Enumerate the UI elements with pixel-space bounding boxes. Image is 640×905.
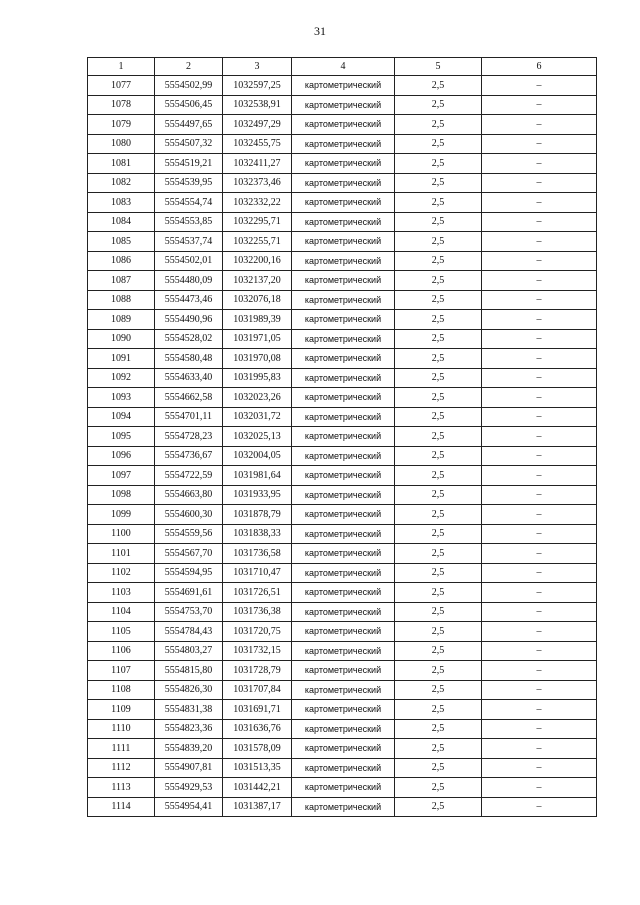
y-coordinate-cell: 1031710,47 xyxy=(223,563,292,583)
description-cell: – xyxy=(482,95,597,115)
description-cell: – xyxy=(482,622,597,642)
table-row xyxy=(88,349,597,369)
method-cell: картометрический xyxy=(292,505,395,525)
accuracy-cell: 2,5 xyxy=(395,719,482,739)
x-coordinate-cell: 5554537,74 xyxy=(155,232,223,252)
point-number-cell: 1091 xyxy=(88,349,155,369)
table-row xyxy=(88,719,597,739)
y-coordinate-cell: 1032137,20 xyxy=(223,271,292,291)
table-row xyxy=(88,193,597,213)
table-header-row xyxy=(88,58,597,76)
x-coordinate-cell: 5554519,21 xyxy=(155,154,223,174)
x-coordinate-cell: 5554633,40 xyxy=(155,368,223,388)
table-row xyxy=(88,154,597,174)
method-cell: картометрический xyxy=(292,427,395,447)
table-row xyxy=(88,115,597,135)
point-number-cell: 1102 xyxy=(88,563,155,583)
method-cell: картометрический xyxy=(292,290,395,310)
point-number-cell: 1106 xyxy=(88,641,155,661)
description-cell: – xyxy=(482,583,597,603)
point-number-cell: 1079 xyxy=(88,115,155,135)
column-header: 1 xyxy=(88,58,155,76)
description-cell: – xyxy=(482,173,597,193)
method-cell: картометрический xyxy=(292,76,395,96)
point-number-cell: 1089 xyxy=(88,310,155,330)
y-coordinate-cell: 1031691,71 xyxy=(223,700,292,720)
page-number: 31 xyxy=(314,24,326,38)
point-number-cell: 1113 xyxy=(88,778,155,798)
method-cell: картометрический xyxy=(292,719,395,739)
y-coordinate-cell: 1031513,35 xyxy=(223,758,292,778)
y-coordinate-cell: 1032538,91 xyxy=(223,95,292,115)
method-cell: картометрический xyxy=(292,115,395,135)
y-coordinate-cell: 1032200,16 xyxy=(223,251,292,271)
accuracy-cell: 2,5 xyxy=(395,193,482,213)
description-cell: – xyxy=(482,134,597,154)
x-coordinate-cell: 5554554,74 xyxy=(155,193,223,213)
table-row xyxy=(88,758,597,778)
y-coordinate-cell: 1031933,95 xyxy=(223,485,292,505)
y-coordinate-cell: 1032004,05 xyxy=(223,446,292,466)
coordinates-table xyxy=(87,57,597,817)
accuracy-cell: 2,5 xyxy=(395,602,482,622)
accuracy-cell: 2,5 xyxy=(395,466,482,486)
table-row xyxy=(88,368,597,388)
method-cell: картометрический xyxy=(292,271,395,291)
description-cell: – xyxy=(482,505,597,525)
method-cell: картометрический xyxy=(292,173,395,193)
description-cell: – xyxy=(482,271,597,291)
point-number-cell: 1096 xyxy=(88,446,155,466)
description-cell: – xyxy=(482,232,597,252)
table-row xyxy=(88,544,597,564)
x-coordinate-cell: 5554506,45 xyxy=(155,95,223,115)
description-cell: – xyxy=(482,329,597,349)
y-coordinate-cell: 1031707,84 xyxy=(223,680,292,700)
point-number-cell: 1109 xyxy=(88,700,155,720)
x-coordinate-cell: 5554701,11 xyxy=(155,407,223,427)
accuracy-cell: 2,5 xyxy=(395,349,482,369)
description-cell: – xyxy=(482,290,597,310)
method-cell: картометрический xyxy=(292,563,395,583)
accuracy-cell: 2,5 xyxy=(395,524,482,544)
point-number-cell: 1100 xyxy=(88,524,155,544)
accuracy-cell: 2,5 xyxy=(395,661,482,681)
method-cell: картометрический xyxy=(292,251,395,271)
description-cell: – xyxy=(482,563,597,583)
method-cell: картометрический xyxy=(292,212,395,232)
accuracy-cell: 2,5 xyxy=(395,544,482,564)
accuracy-cell: 2,5 xyxy=(395,212,482,232)
description-cell: – xyxy=(482,680,597,700)
method-cell: картометрический xyxy=(292,193,395,213)
point-number-cell: 1099 xyxy=(88,505,155,525)
y-coordinate-cell: 1031636,76 xyxy=(223,719,292,739)
y-coordinate-cell: 1031995,83 xyxy=(223,368,292,388)
point-number-cell: 1111 xyxy=(88,739,155,759)
point-number-cell: 1087 xyxy=(88,271,155,291)
x-coordinate-cell: 5554736,67 xyxy=(155,446,223,466)
method-cell: картометрический xyxy=(292,485,395,505)
y-coordinate-cell: 1031736,38 xyxy=(223,602,292,622)
point-number-cell: 1114 xyxy=(88,797,155,817)
x-coordinate-cell: 5554784,43 xyxy=(155,622,223,642)
accuracy-cell: 2,5 xyxy=(395,310,482,330)
accuracy-cell: 2,5 xyxy=(395,700,482,720)
y-coordinate-cell: 1031989,39 xyxy=(223,310,292,330)
description-cell: – xyxy=(482,524,597,544)
y-coordinate-cell: 1031838,33 xyxy=(223,524,292,544)
point-number-cell: 1098 xyxy=(88,485,155,505)
x-coordinate-cell: 5554815,80 xyxy=(155,661,223,681)
x-coordinate-cell: 5554559,56 xyxy=(155,524,223,544)
table-row xyxy=(88,95,597,115)
point-number-cell: 1080 xyxy=(88,134,155,154)
x-coordinate-cell: 5554594,95 xyxy=(155,563,223,583)
description-cell: – xyxy=(482,154,597,174)
y-coordinate-cell: 1031736,58 xyxy=(223,544,292,564)
description-cell: – xyxy=(482,446,597,466)
point-number-cell: 1088 xyxy=(88,290,155,310)
accuracy-cell: 2,5 xyxy=(395,563,482,583)
point-number-cell: 1083 xyxy=(88,193,155,213)
accuracy-cell: 2,5 xyxy=(395,407,482,427)
point-number-cell: 1085 xyxy=(88,232,155,252)
x-coordinate-cell: 5554502,99 xyxy=(155,76,223,96)
table-row xyxy=(88,622,597,642)
x-coordinate-cell: 5554553,85 xyxy=(155,212,223,232)
x-coordinate-cell: 5554539,95 xyxy=(155,173,223,193)
table-row xyxy=(88,661,597,681)
point-number-cell: 1092 xyxy=(88,368,155,388)
description-cell: – xyxy=(482,641,597,661)
description-cell: – xyxy=(482,758,597,778)
table-row xyxy=(88,251,597,271)
description-cell: – xyxy=(482,115,597,135)
table-row xyxy=(88,76,597,96)
y-coordinate-cell: 1032411,27 xyxy=(223,154,292,174)
accuracy-cell: 2,5 xyxy=(395,641,482,661)
y-coordinate-cell: 1032023,26 xyxy=(223,388,292,408)
accuracy-cell: 2,5 xyxy=(395,154,482,174)
accuracy-cell: 2,5 xyxy=(395,251,482,271)
method-cell: картометрический xyxy=(292,524,395,544)
x-coordinate-cell: 5554954,41 xyxy=(155,797,223,817)
x-coordinate-cell: 5554663,80 xyxy=(155,485,223,505)
method-cell: картометрический xyxy=(292,388,395,408)
x-coordinate-cell: 5554507,32 xyxy=(155,134,223,154)
accuracy-cell: 2,5 xyxy=(395,134,482,154)
description-cell: – xyxy=(482,778,597,798)
x-coordinate-cell: 5554567,70 xyxy=(155,544,223,564)
point-number-cell: 1084 xyxy=(88,212,155,232)
column-header: 5 xyxy=(395,58,482,76)
point-number-cell: 1094 xyxy=(88,407,155,427)
method-cell: картометрический xyxy=(292,329,395,349)
column-header: 3 xyxy=(223,58,292,76)
x-coordinate-cell: 5554722,59 xyxy=(155,466,223,486)
point-number-cell: 1090 xyxy=(88,329,155,349)
description-cell: – xyxy=(482,251,597,271)
x-coordinate-cell: 5554480,09 xyxy=(155,271,223,291)
table-row xyxy=(88,446,597,466)
table-row xyxy=(88,173,597,193)
method-cell: картометрический xyxy=(292,544,395,564)
description-cell: – xyxy=(482,368,597,388)
method-cell: картометрический xyxy=(292,134,395,154)
point-number-cell: 1105 xyxy=(88,622,155,642)
accuracy-cell: 2,5 xyxy=(395,368,482,388)
x-coordinate-cell: 5554929,53 xyxy=(155,778,223,798)
method-cell: картометрический xyxy=(292,778,395,798)
x-coordinate-cell: 5554728,23 xyxy=(155,427,223,447)
method-cell: картометрический xyxy=(292,446,395,466)
accuracy-cell: 2,5 xyxy=(395,583,482,603)
x-coordinate-cell: 5554691,61 xyxy=(155,583,223,603)
point-number-cell: 1112 xyxy=(88,758,155,778)
method-cell: картометрический xyxy=(292,602,395,622)
y-coordinate-cell: 1032031,72 xyxy=(223,407,292,427)
accuracy-cell: 2,5 xyxy=(395,76,482,96)
y-coordinate-cell: 1031971,05 xyxy=(223,329,292,349)
table-row xyxy=(88,505,597,525)
table-row xyxy=(88,778,597,798)
method-cell: картометрический xyxy=(292,797,395,817)
method-cell: картометрический xyxy=(292,661,395,681)
x-coordinate-cell: 5554907,81 xyxy=(155,758,223,778)
description-cell: – xyxy=(482,407,597,427)
table-body xyxy=(88,76,597,817)
accuracy-cell: 2,5 xyxy=(395,271,482,291)
table-row xyxy=(88,602,597,622)
x-coordinate-cell: 5554528,02 xyxy=(155,329,223,349)
point-number-cell: 1097 xyxy=(88,466,155,486)
y-coordinate-cell: 1031732,15 xyxy=(223,641,292,661)
accuracy-cell: 2,5 xyxy=(395,680,482,700)
x-coordinate-cell: 5554497,65 xyxy=(155,115,223,135)
y-coordinate-cell: 1031728,79 xyxy=(223,661,292,681)
description-cell: – xyxy=(482,485,597,505)
accuracy-cell: 2,5 xyxy=(395,739,482,759)
description-cell: – xyxy=(482,719,597,739)
description-cell: – xyxy=(482,310,597,330)
table-row xyxy=(88,232,597,252)
y-coordinate-cell: 1032076,18 xyxy=(223,290,292,310)
y-coordinate-cell: 1032255,71 xyxy=(223,232,292,252)
y-coordinate-cell: 1032497,29 xyxy=(223,115,292,135)
table-row xyxy=(88,641,597,661)
method-cell: картометрический xyxy=(292,310,395,330)
x-coordinate-cell: 5554753,70 xyxy=(155,602,223,622)
y-coordinate-cell: 1031720,75 xyxy=(223,622,292,642)
point-number-cell: 1077 xyxy=(88,76,155,96)
description-cell: – xyxy=(482,602,597,622)
description-cell: – xyxy=(482,388,597,408)
accuracy-cell: 2,5 xyxy=(395,388,482,408)
table-row xyxy=(88,466,597,486)
accuracy-cell: 2,5 xyxy=(395,232,482,252)
y-coordinate-cell: 1031442,21 xyxy=(223,778,292,798)
x-coordinate-cell: 5554473,46 xyxy=(155,290,223,310)
method-cell: картометрический xyxy=(292,641,395,661)
description-cell: – xyxy=(482,797,597,817)
table-row xyxy=(88,290,597,310)
description-cell: – xyxy=(482,739,597,759)
method-cell: картометрический xyxy=(292,349,395,369)
table-row xyxy=(88,680,597,700)
point-number-cell: 1095 xyxy=(88,427,155,447)
accuracy-cell: 2,5 xyxy=(395,758,482,778)
description-cell: – xyxy=(482,544,597,564)
table-row xyxy=(88,388,597,408)
accuracy-cell: 2,5 xyxy=(395,505,482,525)
y-coordinate-cell: 1032332,22 xyxy=(223,193,292,213)
method-cell: картометрический xyxy=(292,368,395,388)
accuracy-cell: 2,5 xyxy=(395,115,482,135)
accuracy-cell: 2,5 xyxy=(395,778,482,798)
y-coordinate-cell: 1031578,09 xyxy=(223,739,292,759)
description-cell: – xyxy=(482,466,597,486)
accuracy-cell: 2,5 xyxy=(395,446,482,466)
table-row xyxy=(88,583,597,603)
method-cell: картометрический xyxy=(292,758,395,778)
point-number-cell: 1093 xyxy=(88,388,155,408)
y-coordinate-cell: 1031981,64 xyxy=(223,466,292,486)
y-coordinate-cell: 1032597,25 xyxy=(223,76,292,96)
y-coordinate-cell: 1031387,17 xyxy=(223,797,292,817)
y-coordinate-cell: 1031726,51 xyxy=(223,583,292,603)
x-coordinate-cell: 5554831,38 xyxy=(155,700,223,720)
y-coordinate-cell: 1032455,75 xyxy=(223,134,292,154)
accuracy-cell: 2,5 xyxy=(395,622,482,642)
method-cell: картометрический xyxy=(292,583,395,603)
accuracy-cell: 2,5 xyxy=(395,797,482,817)
method-cell: картометрический xyxy=(292,622,395,642)
point-number-cell: 1108 xyxy=(88,680,155,700)
description-cell: – xyxy=(482,661,597,681)
table-row xyxy=(88,427,597,447)
accuracy-cell: 2,5 xyxy=(395,290,482,310)
accuracy-cell: 2,5 xyxy=(395,329,482,349)
column-header: 4 xyxy=(292,58,395,76)
table-row xyxy=(88,407,597,427)
point-number-cell: 1107 xyxy=(88,661,155,681)
table-row xyxy=(88,134,597,154)
method-cell: картометрический xyxy=(292,407,395,427)
description-cell: – xyxy=(482,212,597,232)
table-row xyxy=(88,485,597,505)
table-row xyxy=(88,563,597,583)
point-number-cell: 1110 xyxy=(88,719,155,739)
table-row xyxy=(88,310,597,330)
point-number-cell: 1086 xyxy=(88,251,155,271)
method-cell: картометрический xyxy=(292,700,395,720)
x-coordinate-cell: 5554600,30 xyxy=(155,505,223,525)
x-coordinate-cell: 5554839,20 xyxy=(155,739,223,759)
accuracy-cell: 2,5 xyxy=(395,173,482,193)
table-row xyxy=(88,700,597,720)
x-coordinate-cell: 5554823,36 xyxy=(155,719,223,739)
table-row xyxy=(88,797,597,817)
y-coordinate-cell: 1031878,79 xyxy=(223,505,292,525)
x-coordinate-cell: 5554826,30 xyxy=(155,680,223,700)
table-row xyxy=(88,271,597,291)
description-cell: – xyxy=(482,700,597,720)
accuracy-cell: 2,5 xyxy=(395,485,482,505)
accuracy-cell: 2,5 xyxy=(395,427,482,447)
point-number-cell: 1081 xyxy=(88,154,155,174)
table-row xyxy=(88,739,597,759)
y-coordinate-cell: 1032373,46 xyxy=(223,173,292,193)
table-row xyxy=(88,212,597,232)
x-coordinate-cell: 5554580,48 xyxy=(155,349,223,369)
description-cell: – xyxy=(482,427,597,447)
column-header: 6 xyxy=(482,58,597,76)
column-header: 2 xyxy=(155,58,223,76)
point-number-cell: 1082 xyxy=(88,173,155,193)
method-cell: картометрический xyxy=(292,95,395,115)
y-coordinate-cell: 1031970,08 xyxy=(223,349,292,369)
description-cell: – xyxy=(482,349,597,369)
x-coordinate-cell: 5554502,01 xyxy=(155,251,223,271)
point-number-cell: 1103 xyxy=(88,583,155,603)
description-cell: – xyxy=(482,193,597,213)
x-coordinate-cell: 5554490,96 xyxy=(155,310,223,330)
method-cell: картометрический xyxy=(292,680,395,700)
x-coordinate-cell: 5554662,58 xyxy=(155,388,223,408)
y-coordinate-cell: 1032025,13 xyxy=(223,427,292,447)
x-coordinate-cell: 5554803,27 xyxy=(155,641,223,661)
description-cell: – xyxy=(482,76,597,96)
point-number-cell: 1078 xyxy=(88,95,155,115)
y-coordinate-cell: 1032295,71 xyxy=(223,212,292,232)
accuracy-cell: 2,5 xyxy=(395,95,482,115)
method-cell: картометрический xyxy=(292,232,395,252)
table-row xyxy=(88,524,597,544)
table-row xyxy=(88,329,597,349)
method-cell: картометрический xyxy=(292,739,395,759)
point-number-cell: 1101 xyxy=(88,544,155,564)
point-number-cell: 1104 xyxy=(88,602,155,622)
method-cell: картометрический xyxy=(292,466,395,486)
method-cell: картометрический xyxy=(292,154,395,174)
